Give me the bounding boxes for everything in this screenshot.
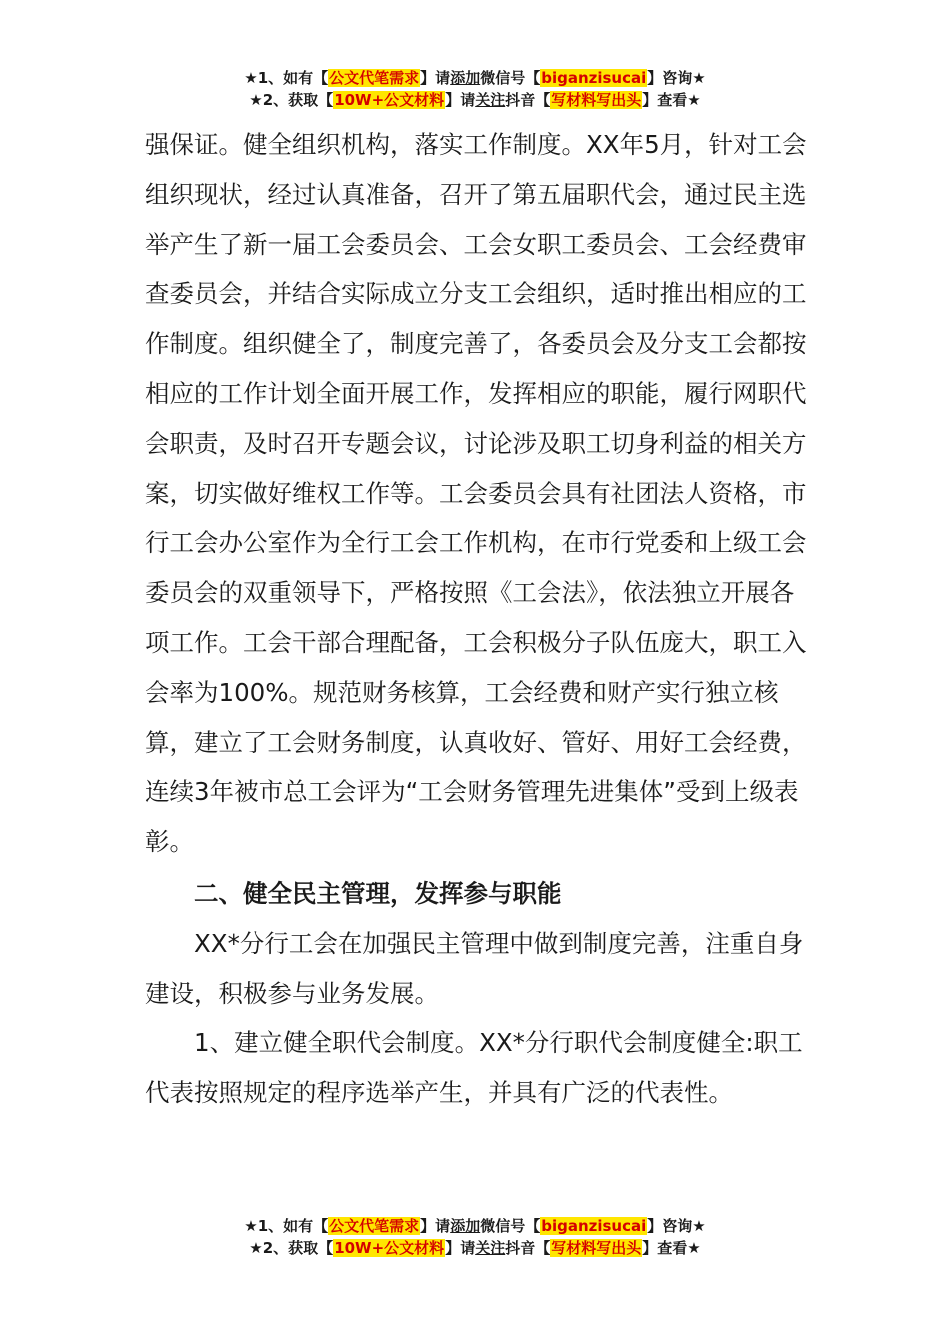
banner-text: 2、获取【 xyxy=(262,1239,334,1257)
highlight-ghostwriting: 公文代笔需求 xyxy=(329,1217,420,1235)
banner-text: 】请 xyxy=(445,91,476,109)
document-body xyxy=(145,120,807,1118)
highlight-ghostwriting: 公文代笔需求 xyxy=(329,69,420,87)
highlight-douyin: 写材料写出头 xyxy=(551,1239,642,1257)
banner-line-1 xyxy=(0,67,950,89)
star-icon: ★ xyxy=(249,1239,263,1257)
section-heading: 二、健全民主管理，发挥参与职能 xyxy=(194,878,562,908)
banner-text: 微信号【 xyxy=(480,69,541,87)
banner-text: 】请 xyxy=(420,1217,451,1235)
banner-text: 1、如有【 xyxy=(257,69,329,87)
banner-text: 】查看★ xyxy=(642,91,701,109)
highlight-wechat-id: biganzisucai xyxy=(541,69,647,87)
banner-text: 】请 xyxy=(445,1239,476,1257)
banner-line-2 xyxy=(0,1237,950,1259)
banner-text: 】请 xyxy=(420,69,451,87)
header-banner xyxy=(0,67,950,111)
banner-line-1 xyxy=(0,1215,950,1237)
paragraph-3: 1、建立健全职代会制度。XX*分行职代会制度健全:职工代表按照规定的程序选举产生，并具有广泛的代表性。 xyxy=(145,1028,803,1108)
star-icon: ★ xyxy=(244,1217,258,1235)
banner-text: 1、如有【 xyxy=(257,1217,329,1235)
star-icon: ★ xyxy=(249,91,263,109)
highlight-wechat-id: biganzisucai xyxy=(541,1217,647,1235)
highlight-douyin: 写材料写出头 xyxy=(551,91,642,109)
underlined-add: 添加 xyxy=(450,69,481,87)
star-icon: ★ xyxy=(244,69,258,87)
underlined-follow: 关注 xyxy=(475,91,506,109)
banner-text: 2、获取【 xyxy=(262,91,334,109)
highlight-materials: 10W+公文材料 xyxy=(334,91,445,109)
banner-text: 微信号【 xyxy=(480,1217,541,1235)
banner-text: 抖音【 xyxy=(505,91,551,109)
banner-text: 】咨询★ xyxy=(647,69,706,87)
banner-text: 】查看★ xyxy=(642,1239,701,1257)
paragraph-1: 强保证。健全组织机构，落实工作制度。XX年5月，针对工会组织现状，经过认真准备，召开了第五届职代会，通过民主选举产生了新一届工会委员会、工会女职工委员会、工会经费审查委员会，并结合实际成立分支工会组织，适时推出相应的工作制度。组织健全了，制度完善了，各委员会及分支工会都按相应的工作计划全面开展工作，发挥相应的职能，履行网职代会职责，及时召开专题会议，讨论涉及职工切身利益的相关方案，切实做好维权工作等。工会委员会具有社团法人资格，市行工会办公室作为全行工会工作机构，在市行党委和上级工会委员会的双重领导下，严格按照《工会法》，依法独立开展各项工作。工会干部合理配备，工会积极分子队伍庞大，职工入会率为100%。规范财务核算，工会经费和财产实行独立核算，建立了工会财务制度，认真收好、管好、用好工会经费，连续3年被市总工会评为“工会财务管理先进集体”受到上级表彰。 xyxy=(145,130,807,857)
underlined-add: 添加 xyxy=(450,1217,481,1235)
highlight-materials: 10W+公文材料 xyxy=(334,1239,445,1257)
banner-line-2 xyxy=(0,89,950,111)
footer-banner xyxy=(0,1215,950,1259)
underlined-follow: 关注 xyxy=(475,1239,506,1257)
paragraph-2: XX*分行工会在加强民主管理中做到制度完善，注重自身建设，积极参与业务发展。 xyxy=(145,928,804,1008)
banner-text: 】咨询★ xyxy=(647,1217,706,1235)
banner-text: 抖音【 xyxy=(505,1239,551,1257)
